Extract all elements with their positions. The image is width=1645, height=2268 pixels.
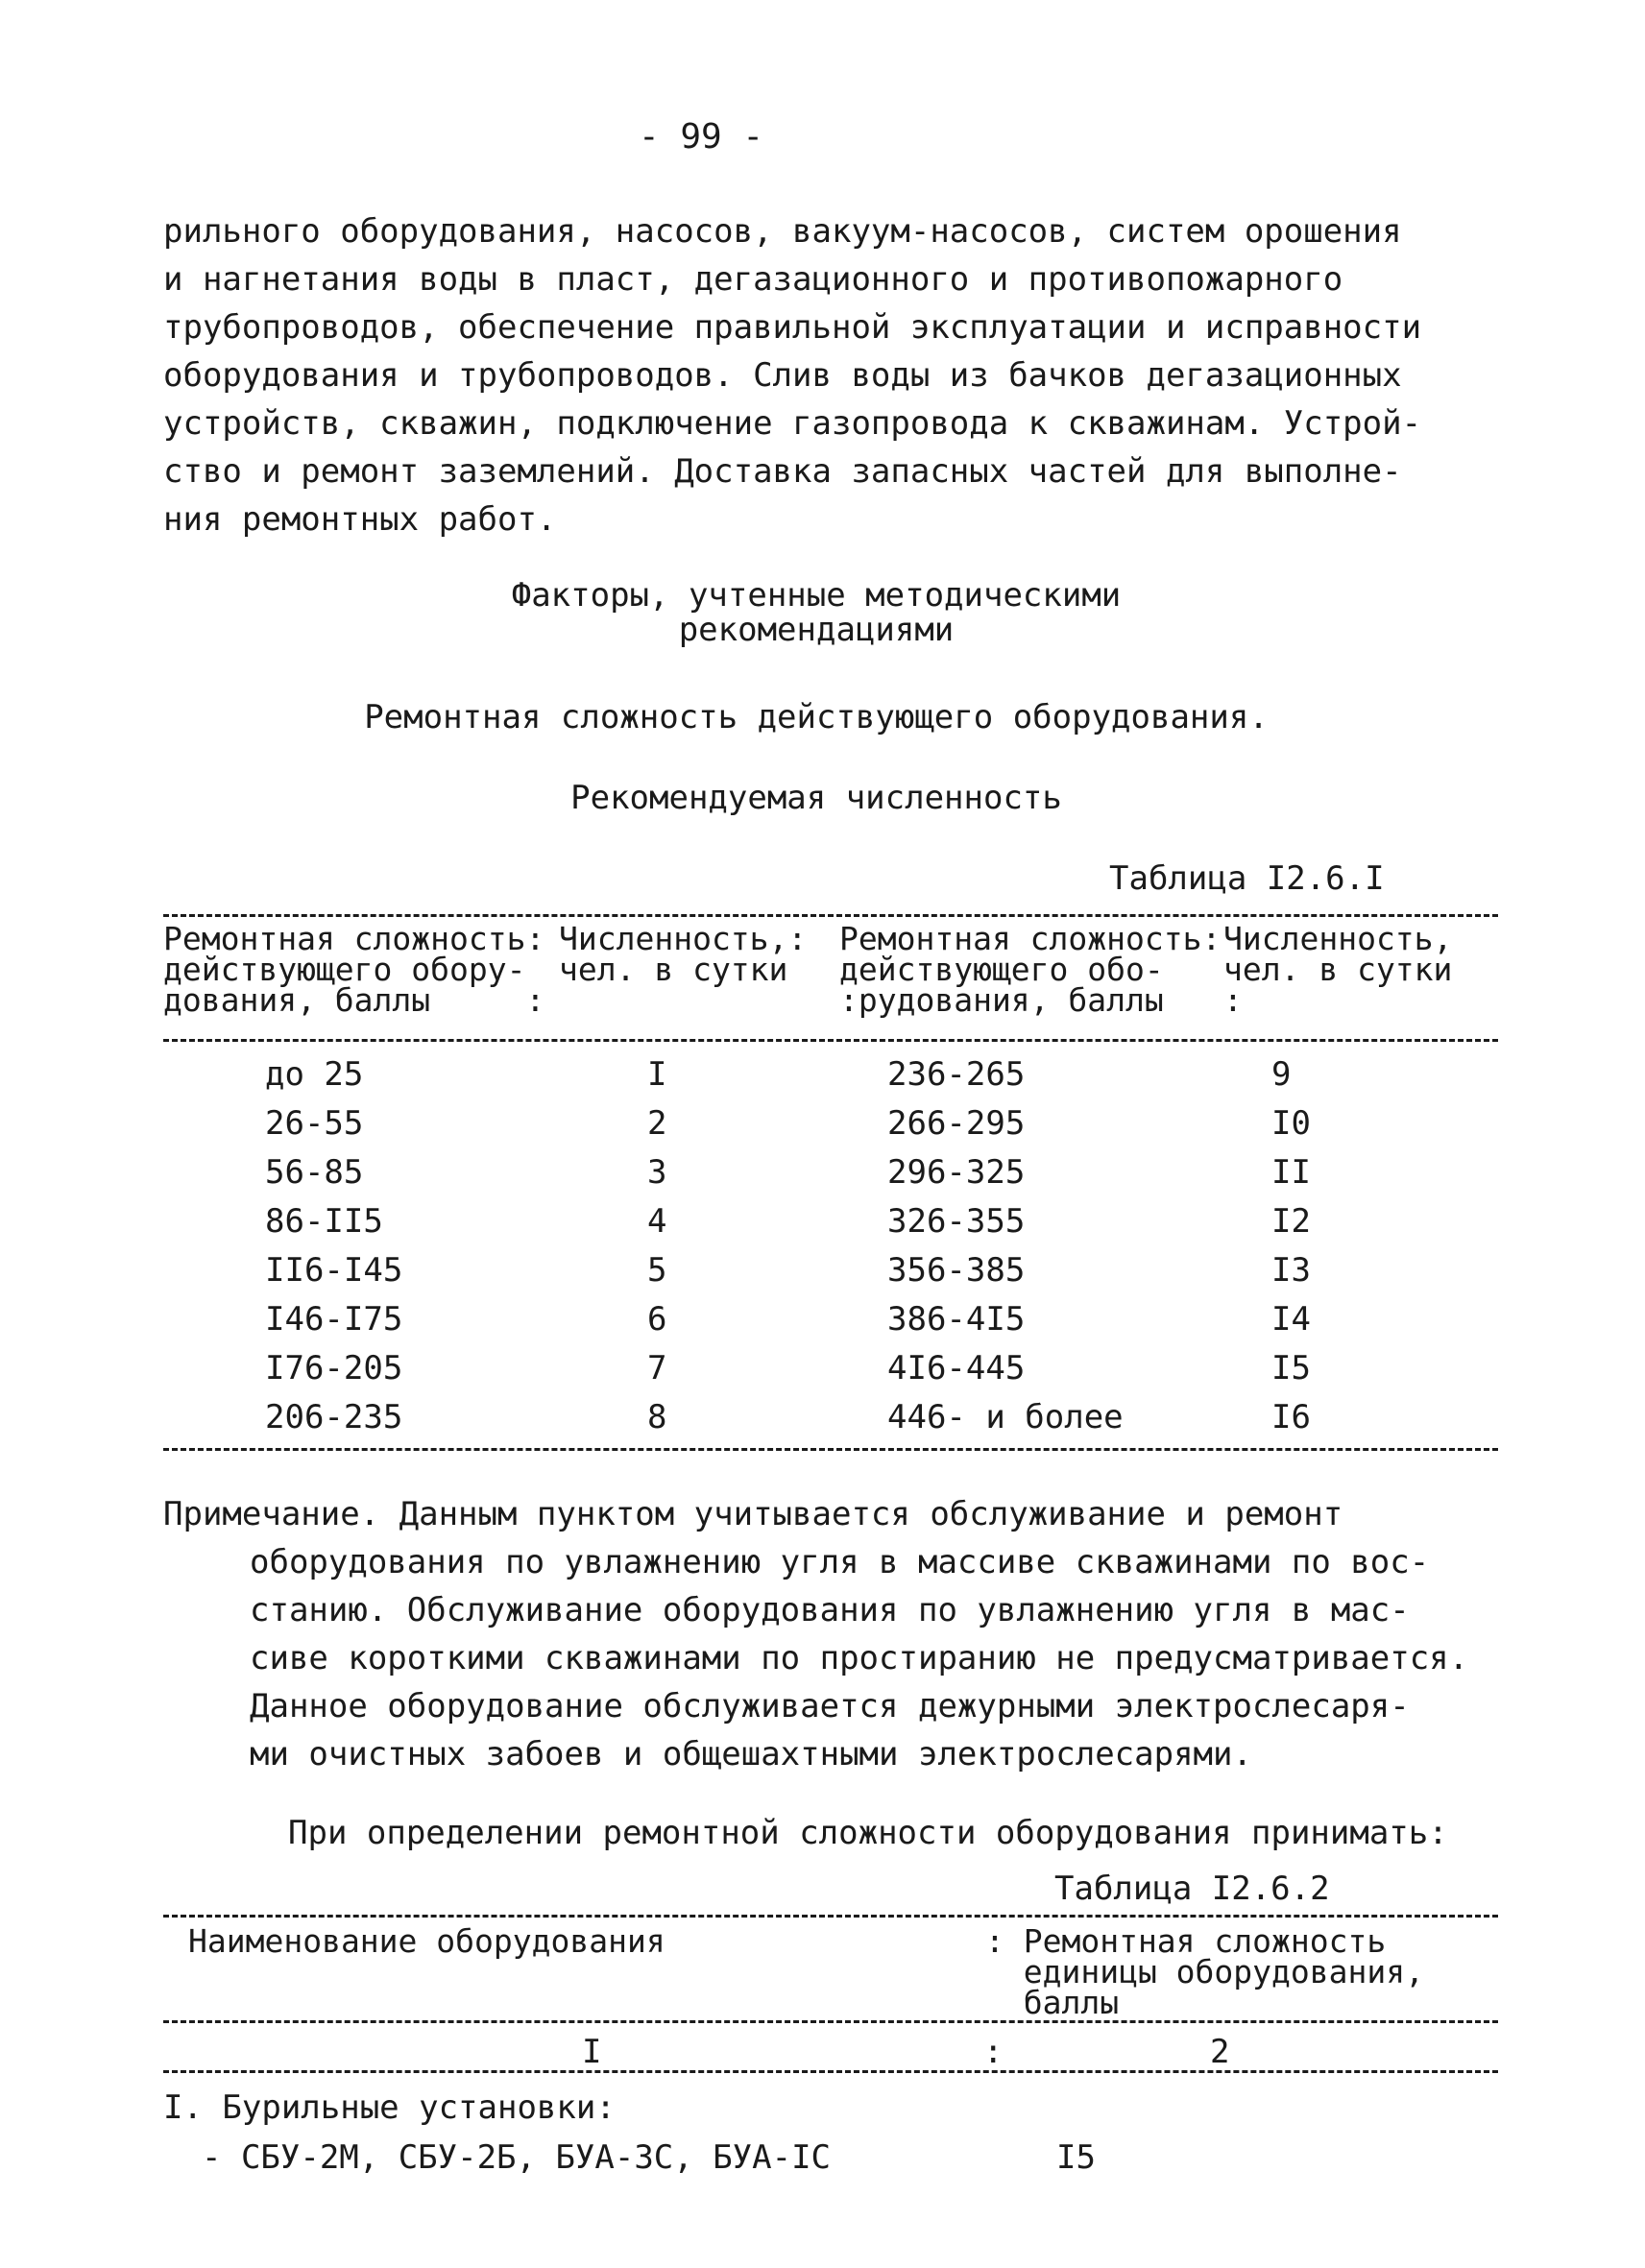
cell-count-a: 8 — [647, 1398, 667, 1436]
table2-numbers-rule — [163, 2070, 1498, 2073]
table1-header-col4: Численность, чел. в сутки : — [1223, 920, 1453, 1019]
cell-count-b: I3 — [1271, 1251, 1311, 1290]
cell-count-a: 6 — [647, 1300, 667, 1339]
cell-range-b: 446- и более — [887, 1398, 1124, 1436]
note-line: Данное оборудование обслуживается дежурными электрослесаря- — [250, 1687, 1410, 1725]
table1-header-col3: Ремонтная сложность: действующего обо- :рудования, баллы — [839, 920, 1222, 1019]
table1-header-col1: Ремонтная сложность: действующего обору- дования, баллы : — [163, 920, 545, 1019]
cell-count-a: 4 — [647, 1202, 667, 1241]
table1-body — [163, 1050, 1508, 1442]
table2-header-complexity: : Ремонтная сложность единицы оборудования, баллы — [985, 1922, 1424, 2021]
note-line: оборудования по увлажнению угля в массиве скважинами по вос- — [250, 1543, 1430, 1581]
intro-line: рильного оборудования, насосов, вакуум-насосов, систем орошения — [163, 212, 1402, 251]
table1-header-rule — [163, 1039, 1498, 1042]
cell-range-b: 326-355 — [887, 1202, 1026, 1241]
table1-caption: Таблица I2.6.I — [1109, 859, 1385, 898]
table-row — [163, 2134, 1508, 2182]
cell-range-a: I46-I75 — [265, 1300, 403, 1339]
table-row — [163, 1246, 1508, 1295]
table-row — [163, 1050, 1508, 1099]
cell-range-b: 386-4I5 — [887, 1300, 1026, 1339]
table2-colnum-2: 2 — [1210, 2033, 1230, 2071]
cell-range-b: 4I6-445 — [887, 1349, 1026, 1387]
cell-range-b: 356-385 — [887, 1251, 1026, 1290]
cell-range-b: 266-295 — [887, 1104, 1026, 1143]
factor-text: Ремонтная сложность действующего оборудования. — [364, 698, 1269, 736]
factors-heading-line: Факторы, учтенные методическими — [511, 576, 1122, 615]
table-row — [163, 1344, 1508, 1393]
factors-heading-line: рекомендациями — [678, 611, 955, 649]
table1-top-rule — [163, 914, 1498, 917]
table2-header-name: Наименование оборудования — [188, 1922, 665, 1960]
table2-intro: При определении ремонтной сложности оборудования принимать: — [288, 1814, 1448, 1852]
table2-row-name: - СБУ-2М, СБУ-2Б, БУА-3С, БУА-IC — [202, 2138, 832, 2177]
intro-line: ство и ремонт заземлений. Доставка запасных частей для выполне- — [163, 452, 1402, 491]
cell-range-a: 206-235 — [265, 1398, 403, 1436]
cell-range-a: I76-205 — [265, 1349, 403, 1387]
cell-count-b: 9 — [1271, 1055, 1292, 1094]
table2-section-title: I. Бурильные установки: — [163, 2088, 616, 2127]
cell-count-b: I2 — [1271, 1202, 1311, 1241]
table2-top-rule — [163, 1915, 1498, 1918]
cell-count-a: 3 — [647, 1153, 667, 1192]
recommended-title: Рекомендуемая численность — [570, 779, 1062, 817]
intro-line: и нагнетания воды в пласт, дегазационного и противопожарного — [163, 260, 1343, 299]
table-row — [163, 1295, 1508, 1344]
table-row — [163, 1099, 1508, 1148]
cell-range-a: 26-55 — [265, 1104, 364, 1143]
cell-range-a: до 25 — [265, 1055, 364, 1094]
table2-column-numbers — [163, 2028, 1508, 2076]
table-row — [163, 1393, 1508, 1442]
page-number: - 99 - — [638, 117, 764, 157]
cell-count-a: 5 — [647, 1251, 667, 1290]
note-line: сиве короткими скважинами по простиранию не предусматривается. — [250, 1639, 1469, 1677]
cell-count-b: I6 — [1271, 1398, 1311, 1436]
cell-range-a: 56-85 — [265, 1153, 364, 1192]
table1-bottom-rule — [163, 1448, 1498, 1451]
cell-count-b: I0 — [1271, 1104, 1311, 1143]
intro-line: устройств, скважин, подключение газопровода к скважинам. Устрой- — [163, 404, 1422, 443]
factors-heading — [163, 578, 1469, 647]
cell-range-b: 296-325 — [887, 1153, 1026, 1192]
cell-range-a: II6-I45 — [265, 1251, 403, 1290]
table2-colnum-sep: : — [983, 2033, 1004, 2071]
intro-line: ния ремонтных работ. — [163, 500, 557, 539]
table2-caption: Таблица I2.6.2 — [1054, 1870, 1330, 1908]
cell-count-b: II — [1271, 1153, 1311, 1192]
table2-row-value: I5 — [1056, 2138, 1096, 2177]
cell-count-a: 7 — [647, 1349, 667, 1387]
note-line: станию. Обслуживание оборудования по увлажнению угля в мас- — [250, 1591, 1410, 1629]
cell-count-b: I4 — [1271, 1300, 1311, 1339]
intro-paragraph — [163, 207, 1469, 543]
table1-header-col2: Численность,: чел. в сутки — [559, 920, 808, 988]
table2-colnum-1: I — [582, 2033, 602, 2071]
note-paragraph — [163, 1490, 1498, 1778]
table-row — [163, 1148, 1508, 1197]
intro-line: оборудования и трубопроводов. Слив воды из бачков дегазационных — [163, 356, 1402, 395]
intro-line: трубопроводов, обеспечение правильной эксплуатации и исправности — [163, 308, 1422, 347]
cell-count-b: I5 — [1271, 1349, 1311, 1387]
cell-count-a: I — [647, 1055, 667, 1094]
cell-range-a: 86-II5 — [265, 1202, 383, 1241]
note-line: Примечание. Данным пунктом учитывается обслуживание и ремонт — [163, 1495, 1343, 1533]
cell-range-b: 236-265 — [887, 1055, 1026, 1094]
table2-header-rule — [163, 2020, 1498, 2023]
cell-count-a: 2 — [647, 1104, 667, 1143]
note-line: ми очистных забоев и общешахтными электрослесарями. — [250, 1735, 1252, 1773]
table-row — [163, 1197, 1508, 1246]
